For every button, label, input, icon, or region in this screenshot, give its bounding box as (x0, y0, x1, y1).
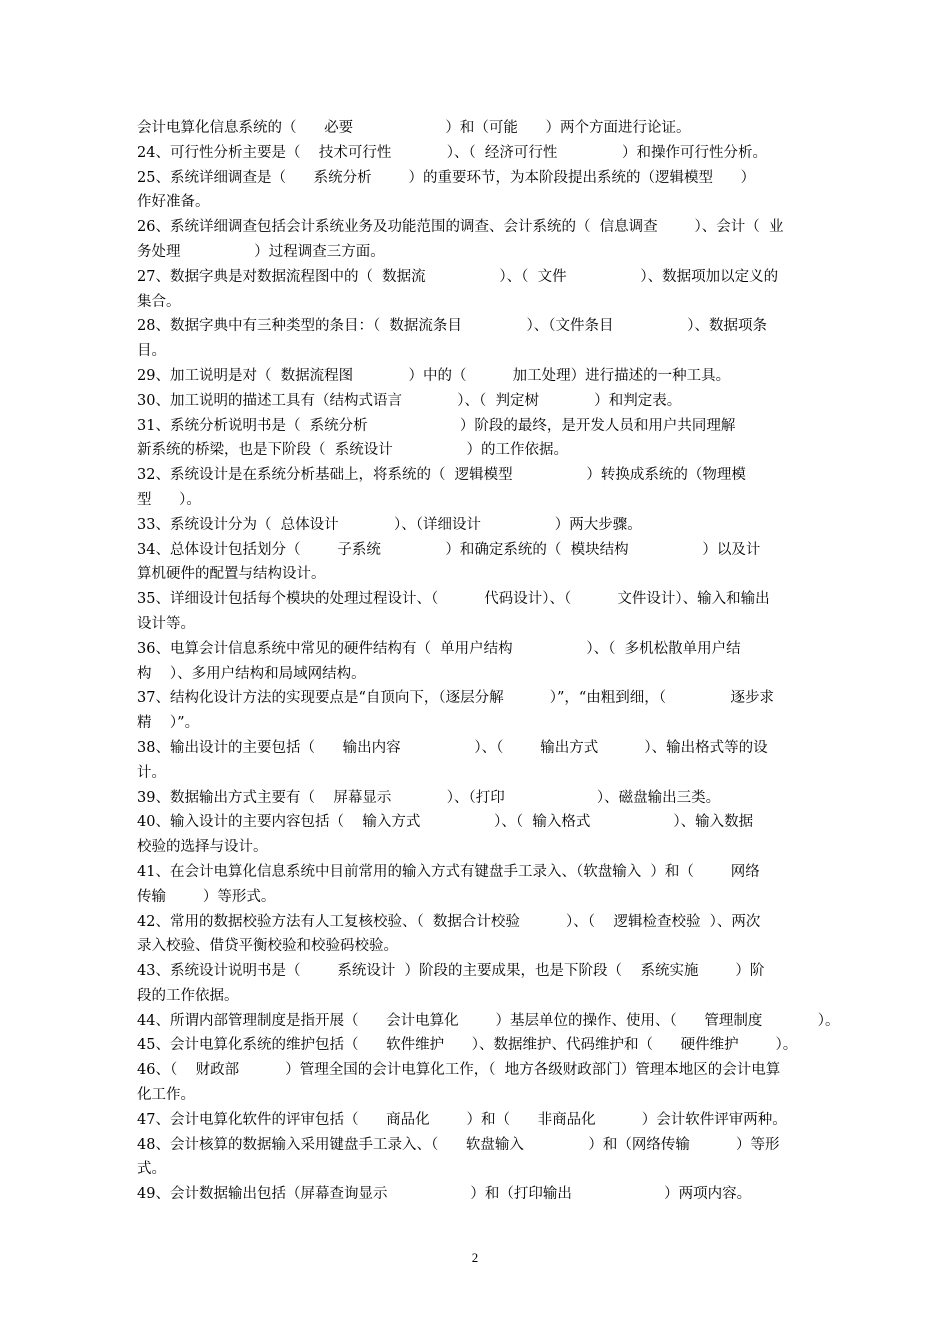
text-line: 31、系统分析说明书是（ 系统分析 ）阶段的最终，是开发人员和用户共同理解 (137, 417, 736, 434)
text-line: 27、数据字典是对数据流程图中的（ 数据流 ）、（ 文件 ）、数据项加以定义的 (137, 268, 779, 285)
text-line: 24、可行性分析主要是（ 技术可行性 ）、（ 经济可行性 ）和操作可行性分析。 (137, 144, 767, 161)
text-line: 38、输出设计的主要包括（ 输出内容 ）、（ 输出方式 ）、输出格式等的设 (137, 739, 768, 756)
text-line: 新系统的桥梁，也是下阶段（ 系统设计 ）的工作依据。 (137, 442, 568, 459)
text-line: 26、系统详细调查包括会计系统业务及功能范围的调查、会计系统的（ 信息调查 ）、会计（ 业 (137, 219, 784, 236)
text-line: 目。 (137, 343, 166, 360)
text-line: 25、系统详细调查是（ 系统分析 ）的重要环节，为本阶段提出系统的（逻辑模型 ） (137, 169, 756, 186)
text-line: 49、会计数据输出包括（屏幕查询显示 ）和（打印输出 ）两项内容。 (137, 1186, 752, 1203)
text-line: 校验的选择与设计。 (137, 839, 268, 856)
text-line: 化工作。 (137, 1087, 195, 1104)
text-line: 会计电算化信息系统的（ 必要 ）和（可能 ）两个方面进行论证。 (137, 120, 691, 136)
text-line: 41、在会计电算化信息系统中目前常用的输入方式有键盘手工录入、（软盘输入 ）和（ 网络 (137, 863, 760, 880)
text-line: 28、数据字典中有三种类型的条目：（ 数据流条目 ）、（文件条目 ）、数据项条 (137, 318, 767, 335)
text-line: 39、数据输出方式主要有（ 屏幕显示 ）、（打印 ）、磁盘输出三类。 (137, 789, 721, 806)
text-line: 型 ）。 (137, 491, 201, 508)
text-line: 40、输入设计的主要内容包括（ 输入方式 ）、（ 输入格式 ）、输入数据 (137, 814, 754, 831)
text-line: 33、系统设计分为（ 总体设计 ）、（详细设计 ）两大步骤。 (137, 516, 642, 533)
text-line: 43、系统设计说明书是（ 系统设计 ）阶段的主要成果，也是下阶段（ 系统实施 ）阶 (137, 963, 765, 980)
text-line: 算机硬件的配置与结构设计。 (137, 566, 326, 583)
text-line: 精 ）”。 (137, 715, 200, 732)
document-body (137, 116, 865, 1207)
text-line: 30、加工说明的描述工具有（结构式语言 ）、（ 判定树 ）和判定表。 (137, 392, 682, 409)
text-line: 48、会计核算的数据输入采用键盘手工录入、（ 软盘输入 ）和（网络传输 ）等形 (137, 1136, 780, 1153)
text-line: 46、（ 财政部 ）管理全国的会计电算化工作，（ 地方各级财政部门）管理本地区的会计电算 (137, 1062, 781, 1079)
text-line: 47、会计电算化软件的评审包括（ 商品化 ）和（ 非商品化 ）会计软件评审两种。 (137, 1111, 787, 1128)
text-line: 务处理 ）过程调查三方面。 (137, 243, 385, 260)
text-line: 44、所谓内部管理制度是指开展（ 会计电算化 ）基层单位的操作、使用、（ 管理制度 ）。 (137, 1012, 840, 1029)
text-line: 设计等。 (137, 615, 195, 632)
text-line: 32、系统设计是在系统分析基础上，将系统的（ 逻辑模型 ）转换成系统的（物理模 (137, 467, 746, 484)
text-line: 式。 (137, 1161, 166, 1178)
text-line: 计。 (137, 764, 166, 781)
text-line: 42、常用的数据校验方法有人工复核校验、（ 数据合计校验 ）、（ 逻辑检查校验 ）、两次 (137, 913, 761, 930)
text-line: 录入校验、借贷平衡校验和校验码校验。 (137, 938, 398, 955)
text-line: 37、结构化设计方法的实现要点是“自顶向下，（逐层分解 ）”，“由粗到细，（ 逐步求 (137, 690, 775, 707)
page-number: 2 (471, 1250, 479, 1265)
text-line: 传输 ）等形式。 (137, 888, 276, 905)
text-line: 45、会计电算化系统的维护包括（ 软件维护 ）、数据维护、代码维护和（ 硬件维护 ）。 (137, 1037, 798, 1054)
text-line: 作好准备。 (137, 194, 210, 211)
text-line: 集合。 (137, 293, 181, 310)
text-line: 36、电算会计信息系统中常见的硬件结构有（ 单用户结构 ）、（ 多机松散单用户结 (137, 640, 741, 657)
text-line: 29、加工说明是对（ 数据流程图 ）中的（ 加工处理）进行描述的一种工具。 (137, 367, 731, 384)
text-line: 34、总体设计包括划分（ 子系统 ）和确定系统的（ 模块结构 ）以及计 (137, 541, 761, 558)
text-line: 构 ）、多用户结构和局域网结构。 (137, 665, 366, 682)
text-line: 段的工作依据。 (137, 987, 239, 1004)
text-line: 35、详细设计包括每个模块的处理过程设计、（ 代码设计）、（ 文件设计）、输入和输出 (137, 591, 770, 608)
